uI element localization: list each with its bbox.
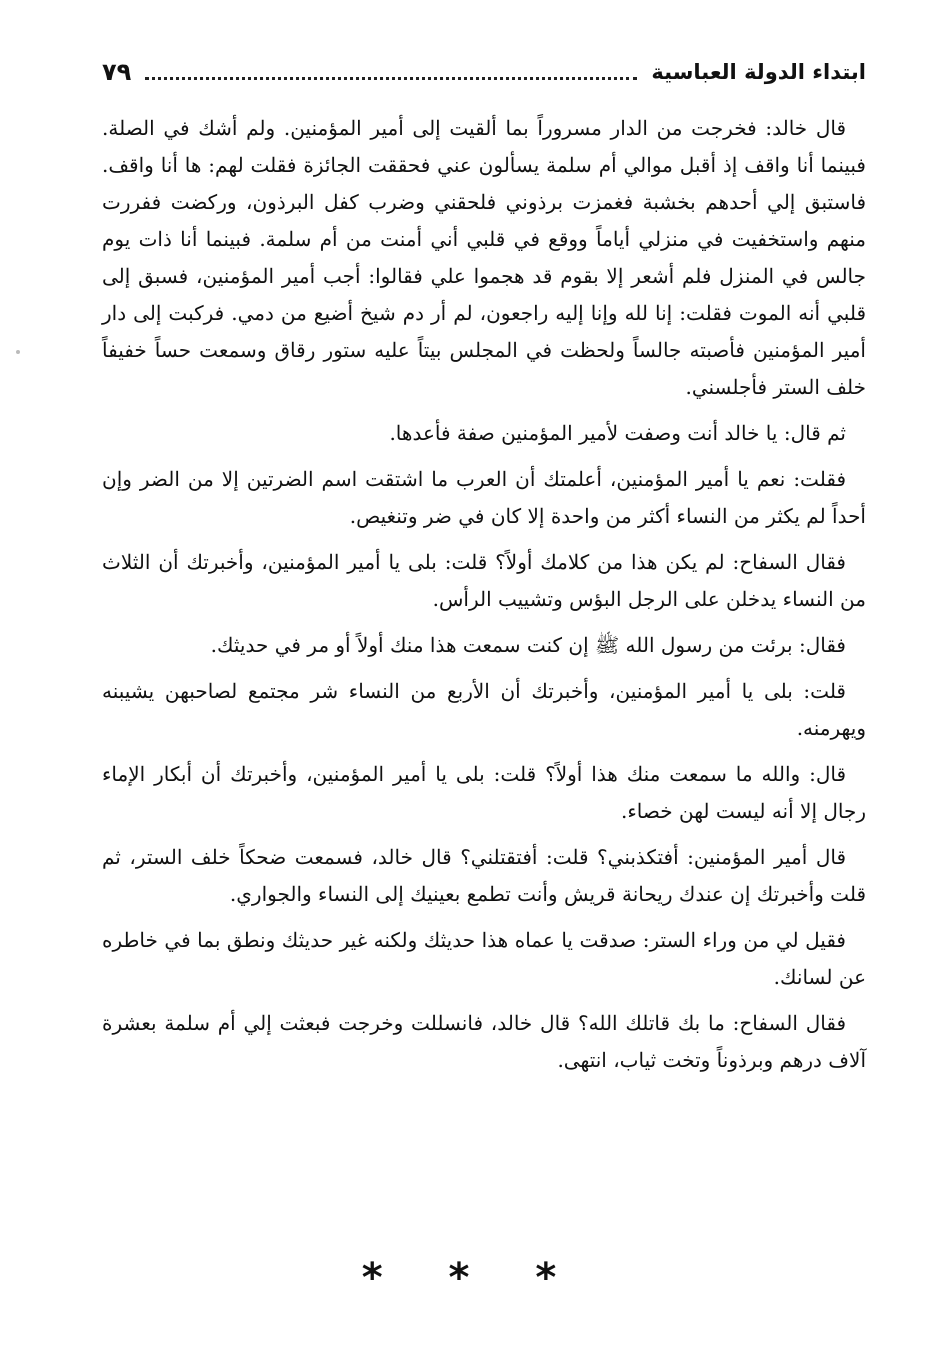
running-title: ابتداء الدولة العباسية [651, 60, 866, 84]
section-end-ornament: * * * [361, 1255, 583, 1301]
paragraph: قال: والله ما سمعت منك هذا أولاً؟ قلت: بلى يا أمير المؤمنين، وأخبرتك أن أبكار الإماء رجال إلا أنه ليست لهن خصاء. [102, 762, 866, 823]
paragraph: فقيل لي من وراء الستر: صدقت يا عماه هذا حديثك ولكنه غير حديثك ونطق بما في خاطره عن لسانك. [102, 928, 866, 989]
paragraph: فقال: برئت من رسول الله ﷺ إن كنت سمعت هذا منك أولاً أو مر في حديثك. [210, 633, 846, 657]
body-text [102, 110, 866, 1088]
scan-speck [16, 350, 20, 354]
paragraph: فقال السفاح: ما بك قاتلك الله؟ قال خالد، فانسللت وخرجت فبعثت إلي أم سلمة بعشرة آلاف درهم وبرذوناً وتخت ثياب، انتهى. [102, 1011, 866, 1072]
paragraph: فقلت: نعم يا أمير المؤمنين، أعلمتك أن العرب ما اشتقت اسم الضرتين إلا من الضر وإن أحداً لم يكثر من النساء أكثر من واحدة إلا كان في ضر وتنغيص. [102, 467, 866, 528]
paragraph: ثم قال: يا خالد أنت وصفت لأمير المؤمنين صفة فأعدها. [389, 421, 846, 445]
dotted-leader [145, 77, 637, 80]
page-header [102, 52, 866, 92]
paragraph: فقال السفاح: لم يكن هذا من كلامك أولاً؟ قلت: بلى يا أمير المؤمنين، وأخبرتك أن الثلاث من النساء يدخلن على الرجل البؤس وتشييب الرأس. [102, 550, 866, 611]
paragraph: قال خالد: فخرجت من الدار مسروراً بما ألقيت إلى أمير المؤمنين. ولم أشك في الصلة. فبينما أنا واقف إذ أقبل موالي أم سلمة يسألون عني فحققت الجائزة فقلت لهم: ها أنا واقف. فاستبق إلي أحدهم بخشبة فغمزت برذوني فلحقني وضرب كفل البرذون، وركضت ففررت منهم واستخفيت في منزلي أياماً ووقع في قلبي أني أمنت من أم سلمة. فبينما أنا ذات يوم جالس في المنزل فلم أشعر إلا بقوم قد هجموا علي فقالوا: أجب أمير المؤمنين، فسبق إلى قلبي أنه الموت فقلت: إنا لله وإنا إليه راجعون، لم أر دم شيخ أضيع من دمي. فركبت إلى دار أمير المؤمنين فأصبته جالساً ولحظت في المجلس بيتاً عليه ستور رقاق وسمعت حساً خفيفاً خلف الستر فأجلسني. [102, 116, 867, 399]
paragraph: قلت: بلى يا أمير المؤمنين، وأخبرتك أن الأربع من النساء شر مجتمع لصاحبهن يشيبنه ويهرمنه. [102, 679, 866, 740]
paragraph: قال أمير المؤمنين: أفتكذبني؟ قلت: أفتقتلني؟ قال خالد، فسمعت ضحكاً خلف الستر، ثم قلت وأخبرتك إن عندك ريحانة قريش وأنت تطمع بعينيك إلى النساء والجواري. [102, 845, 866, 906]
page-number: ٧٩ [102, 58, 132, 86]
